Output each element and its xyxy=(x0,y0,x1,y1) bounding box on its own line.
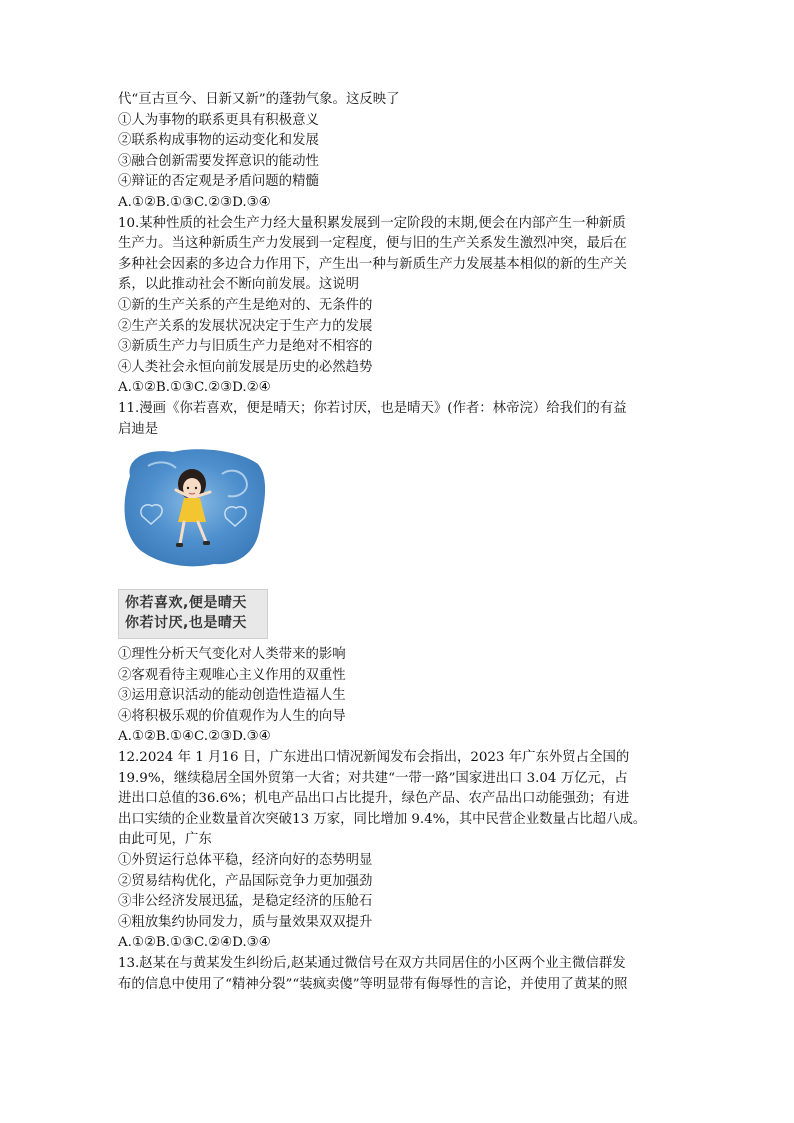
q11-option-4: ④将积极乐观的价值观作为人生的向导 xyxy=(118,708,346,724)
caption-line: 你若讨厌,也是晴天 xyxy=(125,615,247,632)
q12-option-4: ④粗放集约协同发力，质与量效果双双提升 xyxy=(118,914,373,930)
cartoon-illustration xyxy=(118,446,268,571)
q9-answers: A.①②B.①③C.②③D.③④ xyxy=(118,194,271,210)
q10-line: 多种社会因素的多边合力作用下，产生出一种与新质生产力发展基本相似的新的生产关 xyxy=(118,256,627,272)
q9-option-1: ①人为事物的联系更具有积极意义 xyxy=(118,112,319,128)
q12-line: 出口实绩的企业数量首次突破13 万家，同比增加 9.4%，其中民营企业数量占比超八成。 xyxy=(118,811,647,827)
q9-intro: 代“亘古亘今、日新又新”的蓬勃气象。这反映了 xyxy=(118,92,400,107)
q9-option-3: ③融合创新需要发挥意识的能动性 xyxy=(118,153,319,169)
q9-option-4: ④辩证的否定观是矛盾问题的精髓 xyxy=(118,174,319,190)
q10-option-2: ②生产关系的发展状况决定于生产力的发展 xyxy=(118,318,373,334)
q11-line: 11.漫画《你若喜欢，便是晴天；你若讨厌，也是晴天》(作者：林帝浣）给我们的有益 xyxy=(118,400,627,416)
q11-line: 启迪是 xyxy=(118,421,159,437)
q11-option-3: ③运用意识活动的能动创造性造福人生 xyxy=(118,688,346,704)
caption-line: 你若喜欢,便是晴天 xyxy=(125,595,247,612)
q10-line: 系，以此推动社会不断向前发展。这说明 xyxy=(118,277,360,293)
q11-answers: A.①②B.①④C.②③D.③④ xyxy=(118,729,271,745)
q10-option-1: ①新的生产关系的产生是绝对的、无条件的 xyxy=(118,297,373,313)
q9-option-2: ②联系构成事物的运动变化和发展 xyxy=(118,133,319,149)
q12-option-3: ③非公经济发展迅猛，是稳定经济的压舱石 xyxy=(118,894,373,910)
q10-line: 生产力。当这种新质生产力发展到一定程度，便与旧的生产关系发生激烈冲突，最后在 xyxy=(118,236,627,252)
q10-line: 10.某种性质的社会生产力经大量积累发展到一定阶段的末期,便会在内部产生一种新质 xyxy=(118,215,626,231)
q12-line: 12.2024 年 1 月16 日，广东进出口情况新闻发布会指出，2023 年广东外贸占全国的 xyxy=(118,750,630,766)
document-page xyxy=(118,90,683,995)
cartoon-caption xyxy=(118,589,268,639)
q12-answers: A.①②B.①③C.②④D.③④ xyxy=(118,935,271,951)
q12-option-1: ①外贸运行总体平稳，经济向好的态势明显 xyxy=(118,853,373,869)
q13-line: 布的信息中使用了“精神分裂”“装疯卖傻”等明显带有侮辱性的言论，并使用了黄某的照 xyxy=(118,976,628,992)
q12-option-2: ②贸易结构优化，产品国际竞争力更加强劲 xyxy=(118,873,373,889)
q12-line: 19.9%，继续稳居全国外贸第一大省；对共建“一带一路”国家进出口 3.04 万亿元，占 xyxy=(118,770,628,786)
q12-line: 由此可见，广东 xyxy=(118,832,212,848)
q10-option-4: ④人类社会永恒向前发展是历史的必然趋势 xyxy=(118,359,373,375)
q10-answers: A.①②B.①③C.②③D.②④ xyxy=(118,380,271,396)
q13-line: 13.赵某在与黄某发生纠纷后,赵某通过微信号在双方共同居住的小区两个业主微信群发 xyxy=(118,956,626,971)
girl-in-rain-icon xyxy=(118,446,268,571)
q12-line: 进出口总值的36.6%；机电产品出口占比提升，绿色产品、农产品出口动能强劲；有进 xyxy=(118,791,630,807)
q11-option-2: ②客观看待主观唯心主义作用的双重性 xyxy=(118,667,346,683)
q10-option-3: ③新质生产力与旧质生产力是绝对不相容的 xyxy=(118,339,373,355)
q11-option-1: ①理性分析天气变化对人类带来的影响 xyxy=(118,647,346,663)
